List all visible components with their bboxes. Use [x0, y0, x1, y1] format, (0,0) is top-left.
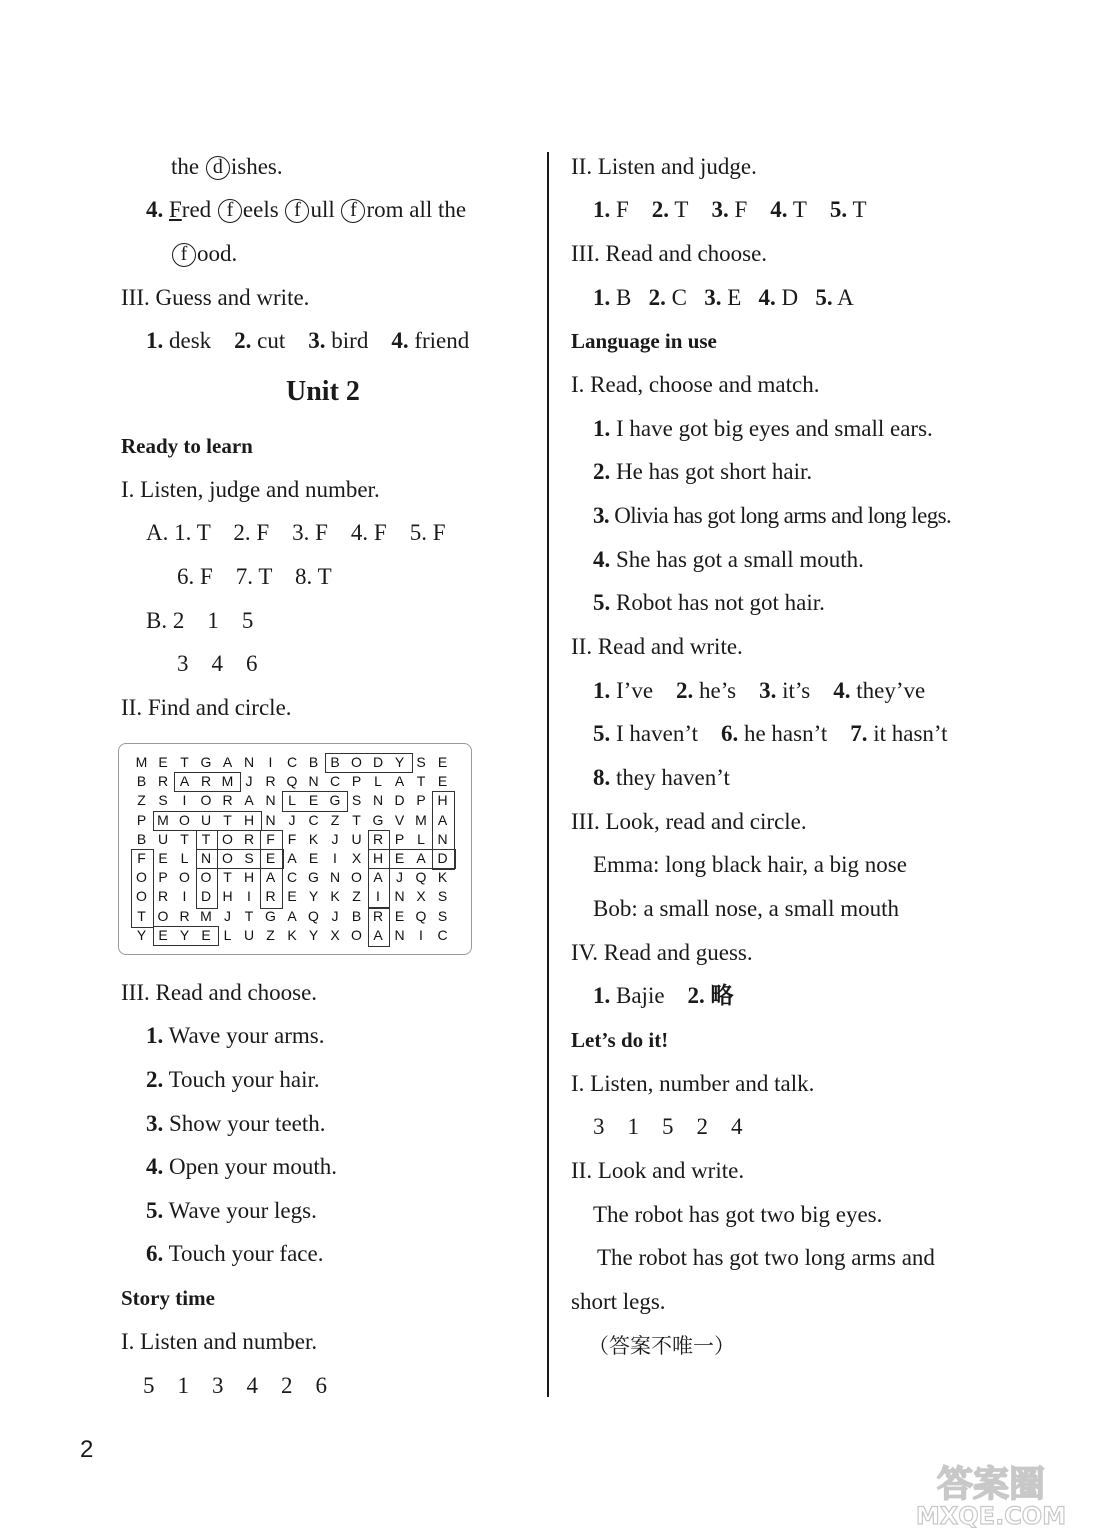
grid-letter: Y: [394, 754, 405, 770]
grid-letter: A: [287, 907, 297, 924]
found-word-box: [260, 830, 283, 909]
grid-letter: U: [243, 926, 255, 943]
grid-letter: R: [179, 907, 190, 924]
grid-letter: J: [396, 869, 403, 886]
list-item: 4. She has got a small mouth.: [593, 547, 864, 572]
answer-row: 1. I’ve 2. he’s 3. it’s 4. they’ve: [593, 678, 926, 703]
grid-letter: Z: [137, 792, 146, 809]
grid-letter: I: [247, 888, 251, 905]
watermark-url: MXQE.COM: [915, 1502, 1067, 1528]
grid-letter: B: [136, 773, 147, 790]
found-word-box: [368, 830, 391, 909]
answer-text: The robot has got two big eyes.: [593, 1202, 883, 1227]
grid-letter: G: [329, 792, 341, 809]
grid-letter: Y: [308, 888, 319, 905]
answer-text: The robot has got two long arms and: [597, 1245, 935, 1270]
circled-letter: d: [206, 156, 230, 180]
language-heading: Language in use: [571, 329, 717, 353]
grid-letter: T: [180, 754, 189, 770]
grid-letter: U: [351, 830, 362, 847]
answer-row: 1. desk 2. cut 3. bird 4. friend: [146, 328, 470, 353]
grid-letter: C: [329, 773, 341, 790]
grid-letter: E: [158, 850, 168, 866]
page-number: 2: [80, 1436, 94, 1463]
grid-letter: T: [352, 811, 361, 828]
answer-row: Emma: long black hair, a big nose: [593, 852, 907, 877]
grid-letter: S: [244, 850, 254, 866]
grid-letter: P: [158, 869, 168, 886]
grid-letter: I: [376, 888, 380, 905]
section-title: III. Guess and write.: [121, 285, 310, 310]
grid-letter: R: [265, 888, 276, 905]
found-word-box: [196, 830, 219, 909]
grid-letter: M: [135, 754, 148, 770]
section-title: III. Read and choose.: [571, 241, 768, 266]
grid-letter: C: [308, 811, 319, 828]
grid-letter: S: [437, 888, 448, 905]
list-item: 3. Show your teeth.: [146, 1111, 326, 1136]
grid-letter: P: [136, 811, 147, 828]
grid-letter: O: [179, 811, 190, 828]
grid-letter: X: [416, 888, 426, 905]
grid-letter: K: [330, 888, 340, 905]
grid-letter: A: [265, 869, 276, 886]
grid-letter: J: [224, 907, 231, 924]
grid-letter: Z: [330, 811, 340, 828]
answer-row: B. 2 1 5: [146, 608, 254, 633]
grid-letter: Q: [286, 773, 298, 790]
grid-letter: G: [372, 811, 384, 828]
grid-letter: E: [308, 850, 319, 866]
section-title: II. Find and circle.: [121, 695, 292, 720]
grid-letter: O: [200, 869, 212, 886]
note-text: （答案不唯一）: [588, 1334, 735, 1358]
answer-row: 3 4 6: [177, 651, 258, 676]
answer-row: 6. F 7. T 8. T: [177, 564, 332, 589]
grid-letter: A: [394, 773, 405, 790]
list-item: 4. Open your mouth.: [146, 1154, 338, 1179]
section-title: I. Listen and number.: [121, 1329, 318, 1354]
grid-letter: S: [351, 792, 362, 809]
list-item: 2. Touch your hair.: [146, 1067, 320, 1092]
watermark-logo: [896, 1458, 1086, 1528]
grid-letter: N: [394, 926, 405, 943]
grid-letter: M: [221, 773, 234, 790]
grid-letter: J: [331, 907, 339, 924]
answer-row: 3 1 5 2 4: [593, 1114, 743, 1139]
grid-letter: Y: [308, 926, 319, 943]
grid-letter: T: [244, 907, 254, 924]
found-word-box: [174, 772, 241, 792]
grid-letter: I: [182, 792, 187, 809]
grid-letter: N: [437, 830, 448, 847]
section-title: I. Listen, judge and number.: [121, 477, 380, 502]
grid-letter: E: [158, 926, 168, 943]
story-heading: Story time: [121, 1286, 215, 1310]
word-search-grid: [118, 743, 472, 955]
answer-row: 8. they haven’t: [593, 765, 730, 790]
grid-letter: E: [394, 850, 405, 866]
grid-letter: M: [200, 907, 212, 924]
grid-letter: M: [415, 811, 427, 828]
grid-letter: O: [222, 850, 233, 866]
list-item: 3. Olivia has got long arms and long legs.: [593, 503, 952, 528]
answer-row: Bob: a small nose, a small mouth: [593, 896, 899, 921]
grid-letter: H: [243, 869, 255, 886]
grid-letter: O: [136, 869, 147, 886]
found-word-box: [153, 811, 263, 831]
grid-letter: P: [394, 830, 405, 847]
section-title: I. Read, choose and match.: [571, 372, 820, 397]
section-title: I. Listen, number and talk.: [571, 1071, 815, 1096]
grid-letter: N: [243, 754, 255, 770]
grid-letter: O: [351, 869, 362, 886]
grid-letter: A: [437, 811, 448, 828]
grid-letter: B: [351, 907, 362, 924]
grid-letter: E: [394, 907, 405, 924]
grid-letter: Y: [179, 926, 190, 943]
section-title: III. Look, read and circle.: [571, 809, 807, 834]
grid-letter: E: [437, 773, 448, 790]
grid-letter: H: [372, 850, 384, 866]
grid-letter: O: [179, 869, 190, 886]
grid-letter: P: [351, 773, 362, 790]
grid-letter: E: [265, 850, 276, 866]
grid-letter: S: [437, 907, 448, 924]
grid-letter: Y: [136, 926, 147, 943]
grid-letter: S: [416, 754, 426, 770]
grid-letter: F: [137, 850, 146, 866]
section-title: II. Read and write.: [571, 634, 743, 659]
grid-letter: R: [200, 773, 212, 790]
section-title: IV. Read and guess.: [571, 940, 753, 965]
section-title: III. Read and choose.: [121, 980, 318, 1005]
grid-letter: L: [374, 773, 382, 790]
grid-letter: C: [286, 869, 298, 886]
grid-letter: A: [222, 754, 233, 770]
ready-heading: Ready to learn: [121, 434, 253, 458]
food-line: f ood.: [171, 240, 237, 268]
grid-letter: K: [287, 926, 297, 943]
grid-letter: O: [157, 907, 169, 924]
list-item: 2. He has got short hair.: [593, 459, 813, 484]
grid-letter: D: [437, 850, 448, 866]
grid-letter: Z: [266, 926, 275, 943]
grid-letter: U: [200, 811, 212, 828]
grid-letter: N: [265, 792, 276, 809]
grid-letter: I: [333, 850, 337, 866]
fred-line: 4. Fred f eels f ull f rom all the: [146, 197, 467, 222]
grid-letter: V: [394, 811, 405, 828]
found-word-box: [131, 849, 154, 928]
grid-letter: O: [222, 830, 233, 847]
grid-letter: K: [308, 830, 319, 847]
grid-letter: X: [351, 850, 362, 866]
grid-letter: T: [180, 830, 189, 847]
grid-letter: D: [394, 792, 405, 809]
grid-letter: N: [265, 811, 276, 828]
answer-row: A. 1. T 2. F 3. F 4. F 5. F: [146, 520, 446, 545]
grid-letter: D: [372, 754, 384, 770]
answer-row: 1. B 2. C 3. E 4. D 5. A: [593, 285, 854, 310]
grid-letter: E: [287, 888, 297, 905]
grid-letter: L: [180, 850, 189, 866]
grid-letter: G: [200, 754, 212, 770]
grid-letter: A: [244, 792, 254, 809]
grid-letter: B: [308, 754, 319, 770]
grid-letter: K: [437, 869, 448, 886]
grid-letter: E: [437, 754, 448, 770]
grid-letter: N: [308, 773, 319, 790]
grid-letter: P: [416, 792, 426, 809]
grid-letter: F: [266, 830, 275, 847]
answer-row: 5. I haven’t 6. he hasn’t 7. it hasn’t: [593, 721, 948, 746]
grid-letter: S: [158, 792, 168, 809]
grid-letter: E: [201, 926, 211, 943]
grid-letter: T: [137, 907, 146, 924]
grid-letter: T: [416, 773, 426, 790]
grid-letter: Q: [415, 907, 427, 924]
found-word-box: [368, 907, 391, 947]
grid-letter: M: [157, 811, 169, 828]
grid-letter: R: [222, 792, 233, 809]
grid-letter: R: [157, 773, 169, 790]
list-item: 5. Robot has not got hair.: [593, 590, 825, 615]
grid-letter: L: [417, 830, 425, 847]
grid-letter: Q: [308, 907, 319, 924]
found-word-box: [282, 791, 349, 811]
grid-letter: B: [136, 830, 147, 847]
grid-letter: I: [419, 926, 423, 943]
grid-letter: O: [351, 926, 362, 943]
grid-letter: A: [179, 773, 190, 790]
grid-letter: H: [243, 811, 255, 828]
answer-row: 1. F 2. T 3. F 4. T 5. T: [593, 197, 867, 222]
grid-letter: A: [416, 850, 426, 866]
unit-title: Unit 2: [286, 376, 360, 407]
grid-letter: R: [372, 907, 384, 924]
column-divider: [547, 152, 549, 1397]
found-word-box: [153, 926, 220, 946]
grid-letter: H: [437, 792, 448, 809]
grid-letter: D: [200, 888, 212, 905]
answer-row: 1. Bajie 2. 略: [593, 983, 734, 1008]
dishes-line: the d ishes.: [171, 154, 283, 179]
answer-text: short legs.: [571, 1289, 666, 1314]
grid-letter: A: [373, 926, 383, 943]
grid-letter: N: [329, 869, 341, 886]
grid-letter: C: [437, 926, 448, 943]
grid-letter: O: [200, 792, 212, 809]
list-item: 5. Wave your legs.: [146, 1198, 317, 1223]
grid-letter: C: [286, 754, 298, 770]
grid-letter: E: [308, 792, 319, 809]
grid-letter: B: [330, 754, 340, 770]
grid-letter: J: [331, 830, 339, 847]
grid-letter: Q: [415, 869, 427, 886]
watermark-title: 答案圈: [936, 1464, 1046, 1505]
grid-letter: J: [245, 773, 253, 790]
grid-letter: N: [200, 850, 212, 866]
grid-letter: X: [330, 926, 340, 943]
grid-letter: A: [287, 850, 297, 866]
section-title: II. Listen and judge.: [571, 154, 757, 179]
found-word-box: [432, 791, 455, 870]
grid-letter: U: [157, 830, 169, 847]
grid-letter: R: [265, 773, 276, 790]
list-item: 6. Touch your face.: [146, 1241, 324, 1266]
grid-letter: L: [223, 926, 232, 943]
grid-letter: R: [372, 830, 384, 847]
grid-letter: O: [136, 888, 147, 905]
grid-letter: L: [288, 792, 296, 809]
list-item: 1. Wave your arms.: [146, 1023, 325, 1048]
section-title: II. Look and write.: [571, 1158, 745, 1183]
grid-letter: R: [157, 888, 169, 905]
grid-letter: R: [243, 830, 255, 847]
grid-letter: O: [351, 754, 362, 770]
grid-letter: H: [222, 888, 233, 905]
grid-letter: G: [265, 907, 276, 924]
grid-letter: J: [288, 811, 296, 828]
grid-letter: T: [201, 830, 211, 847]
grid-letter: A: [373, 869, 383, 886]
grid-letter: T: [223, 811, 232, 828]
grid-letter: E: [158, 754, 168, 770]
grid-letter: N: [394, 888, 405, 905]
grid-letter: G: [308, 869, 319, 886]
grid-letter: Z: [352, 888, 361, 905]
lets-do-it-heading: Let’s do it!: [571, 1028, 669, 1052]
grid-letter: T: [223, 869, 232, 886]
grid-letter: I: [268, 754, 273, 770]
grid-letter: N: [372, 792, 384, 809]
grid-letter: I: [182, 888, 187, 905]
answer-row: 5 1 3 4 2 6: [143, 1373, 327, 1398]
found-word-box: [325, 753, 413, 773]
list-item: 1. I have got big eyes and small ears.: [593, 416, 933, 441]
grid-letter: F: [287, 830, 297, 847]
